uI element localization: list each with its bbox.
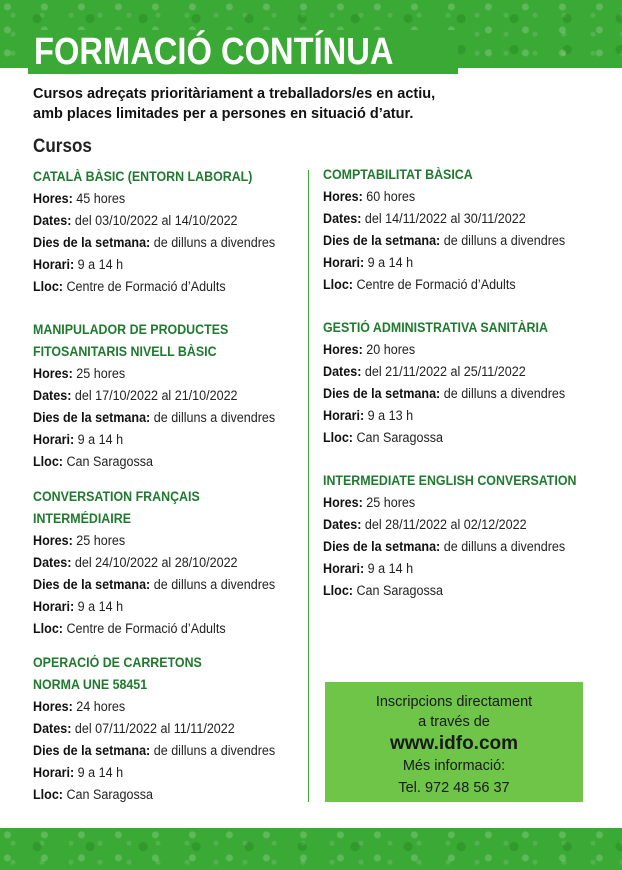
schedule-label: Horari: xyxy=(33,432,75,447)
hours-label: Hores: xyxy=(323,342,363,357)
course-place xyxy=(323,274,583,296)
course-name: GESTIÓ ADMINISTRATIVA SANITÀRIA xyxy=(323,320,548,335)
course-name: INTERMÉDIAIRE xyxy=(33,511,131,526)
hours-value: 45 hores xyxy=(76,191,126,206)
intro-line: Cursos adreçats prioritàriament a treballadors/es en actiu, xyxy=(33,86,436,102)
place-label: Lloc: xyxy=(33,621,63,636)
course-card xyxy=(323,317,603,449)
course-card xyxy=(323,470,603,602)
course-dates xyxy=(323,208,583,230)
hours-value: 25 hores xyxy=(76,366,126,381)
course-days xyxy=(33,232,293,254)
website-link[interactable]: www.idfo.com xyxy=(389,733,519,754)
days-value: de dilluns a divendres xyxy=(443,539,566,554)
hours-value: 60 hores xyxy=(366,189,416,204)
course-dates xyxy=(33,718,293,740)
course-days xyxy=(33,574,293,596)
course-name: COMPTABILITAT BÀSICA xyxy=(323,167,473,182)
schedule-value: 9 a 14 h xyxy=(367,561,414,576)
schedule-value: 9 a 14 h xyxy=(77,257,124,272)
course-name: FITOSANITARIS NIVELL BÀSIC xyxy=(33,344,217,359)
place-value: Centre de Formació d’Adults xyxy=(356,277,516,292)
course-name: CONVERSATION FRANÇAIS xyxy=(33,489,200,504)
hours-value: 25 hores xyxy=(366,495,416,510)
info-line: Inscripcions directament xyxy=(375,694,533,710)
days-value: de dilluns a divendres xyxy=(443,386,566,401)
course-days xyxy=(33,407,293,429)
hours-value: 24 hores xyxy=(76,699,126,714)
days-value: de dilluns a divendres xyxy=(153,235,276,250)
dates-label: Dates: xyxy=(33,555,72,570)
dates-value: del 17/10/2022 al 21/10/2022 xyxy=(74,388,238,403)
days-label: Dies de la setmana: xyxy=(323,386,441,401)
title-box xyxy=(28,30,458,74)
page-title: FORMACIÓ CONTÍNUA xyxy=(34,31,394,73)
course-name: INTERMEDIATE ENGLISH CONVERSATION xyxy=(323,473,577,488)
intro-line: amb places limitades per a persones en situació d’atur. xyxy=(33,106,414,122)
course-hours xyxy=(33,530,293,552)
course-place xyxy=(323,580,583,602)
course-dates xyxy=(323,514,583,536)
schedule-label: Horari: xyxy=(323,255,365,270)
registration-info-box xyxy=(325,682,583,802)
dates-label: Dates: xyxy=(33,213,72,228)
dates-label: Dates: xyxy=(33,388,72,403)
days-label: Dies de la setmana: xyxy=(33,743,151,758)
place-value: Can Saragossa xyxy=(66,787,154,802)
course-hours xyxy=(33,188,293,210)
place-label: Lloc: xyxy=(323,583,353,598)
course-schedule xyxy=(33,596,293,618)
course-place xyxy=(33,451,293,473)
course-place xyxy=(33,784,293,806)
place-value: Can Saragossa xyxy=(66,454,154,469)
course-days xyxy=(323,536,583,558)
schedule-value: 9 a 14 h xyxy=(77,599,124,614)
dates-value: del 24/10/2022 al 28/10/2022 xyxy=(74,555,238,570)
dates-value: del 14/11/2022 al 30/11/2022 xyxy=(364,211,526,226)
dates-value: del 07/11/2022 al 11/11/2022 xyxy=(74,721,235,736)
course-schedule xyxy=(33,429,293,451)
schedule-value: 9 a 14 h xyxy=(77,432,124,447)
intro-text xyxy=(33,84,473,124)
course-schedule xyxy=(33,254,293,276)
course-hours xyxy=(33,696,293,718)
course-place xyxy=(33,276,293,298)
days-label: Dies de la setmana: xyxy=(33,410,151,425)
course-dates xyxy=(33,552,293,574)
course-name: CATALÀ BÀSIC (ENTORN LABORAL) xyxy=(33,169,253,184)
hours-label: Hores: xyxy=(323,189,363,204)
phone-number: Tel. 972 48 56 37 xyxy=(398,780,510,796)
dates-value: del 21/11/2022 al 25/11/2022 xyxy=(364,364,526,379)
info-line: a través de xyxy=(418,714,490,730)
schedule-label: Horari: xyxy=(33,765,75,780)
days-label: Dies de la setmana: xyxy=(33,235,151,250)
hours-label: Hores: xyxy=(323,495,363,510)
course-card xyxy=(323,164,603,296)
course-card xyxy=(33,319,313,473)
place-value: Centre de Formació d’Adults xyxy=(66,621,226,636)
course-name: NORMA UNE 58451 xyxy=(33,677,148,692)
course-hours xyxy=(323,339,583,361)
place-value: Can Saragossa xyxy=(356,583,444,598)
course-place xyxy=(323,427,583,449)
schedule-label: Horari: xyxy=(33,599,75,614)
course-place xyxy=(33,618,293,640)
place-label: Lloc: xyxy=(33,787,63,802)
course-name: OPERACIÓ DE CARRETONS xyxy=(33,655,202,670)
schedule-label: Horari: xyxy=(323,408,365,423)
bottom-green-band xyxy=(0,828,622,870)
days-label: Dies de la setmana: xyxy=(33,577,151,592)
place-label: Lloc: xyxy=(323,277,353,292)
schedule-value: 9 a 13 h xyxy=(367,408,414,423)
course-days xyxy=(323,230,583,252)
course-card xyxy=(33,166,313,298)
days-label: Dies de la setmana: xyxy=(323,233,441,248)
schedule-value: 9 a 14 h xyxy=(367,255,414,270)
course-name: MANIPULADOR DE PRODUCTES xyxy=(33,322,229,337)
hours-value: 25 hores xyxy=(76,533,126,548)
course-dates xyxy=(323,361,583,383)
course-days xyxy=(323,383,583,405)
dates-value: del 03/10/2022 al 14/10/2022 xyxy=(74,213,238,228)
place-label: Lloc: xyxy=(323,430,353,445)
hours-label: Hores: xyxy=(33,366,73,381)
place-label: Lloc: xyxy=(33,454,63,469)
section-title: Cursos xyxy=(33,136,92,157)
hours-label: Hores: xyxy=(33,191,73,206)
course-hours xyxy=(33,363,293,385)
course-card xyxy=(33,652,313,806)
schedule-label: Horari: xyxy=(33,257,75,272)
days-value: de dilluns a divendres xyxy=(153,410,276,425)
course-card xyxy=(33,486,313,640)
dates-label: Dates: xyxy=(323,211,362,226)
dates-value: del 28/11/2022 al 02/12/2022 xyxy=(364,517,527,532)
course-dates xyxy=(33,385,293,407)
info-line: Més informació: xyxy=(402,758,506,774)
days-value: de dilluns a divendres xyxy=(153,743,276,758)
dates-label: Dates: xyxy=(323,517,362,532)
course-schedule xyxy=(323,405,583,427)
place-label: Lloc: xyxy=(33,279,63,294)
course-hours xyxy=(323,186,583,208)
course-schedule xyxy=(323,558,583,580)
place-value: Can Saragossa xyxy=(356,430,444,445)
days-value: de dilluns a divendres xyxy=(153,577,276,592)
place-value: Centre de Formació d’Adults xyxy=(66,279,226,294)
hours-value: 20 hores xyxy=(366,342,416,357)
hours-label: Hores: xyxy=(33,699,73,714)
dates-label: Dates: xyxy=(323,364,362,379)
dates-label: Dates: xyxy=(33,721,72,736)
days-value: de dilluns a divendres xyxy=(443,233,566,248)
course-dates xyxy=(33,210,293,232)
schedule-value: 9 a 14 h xyxy=(77,765,124,780)
course-schedule xyxy=(33,762,293,784)
course-hours xyxy=(323,492,583,514)
days-label: Dies de la setmana: xyxy=(323,539,441,554)
course-days xyxy=(33,740,293,762)
hours-label: Hores: xyxy=(33,533,73,548)
schedule-label: Horari: xyxy=(323,561,365,576)
course-schedule xyxy=(323,252,583,274)
